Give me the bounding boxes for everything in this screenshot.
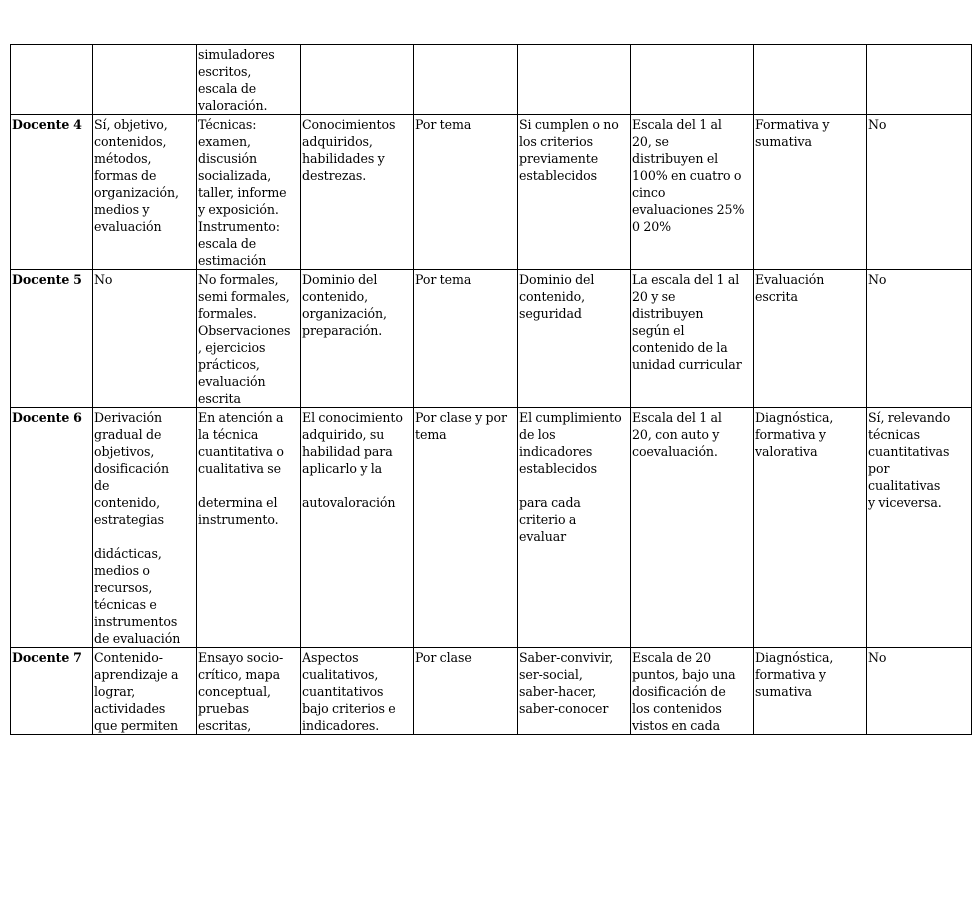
table-row	[11, 648, 972, 735]
table-cell: Conocimientos adquiridos, habilidades y destrezas.	[301, 115, 414, 270]
table-cell: El cumplimiento de los indicadores establecidos para cada criterio a evaluar	[518, 408, 631, 648]
teacher-cell: Docente 4	[11, 115, 93, 270]
table-cell: Por clase	[414, 648, 518, 735]
table-cell: No	[93, 270, 197, 408]
table-cell: No	[867, 648, 972, 735]
table-cell: La escala del 1 al 20 y se distribuyen según el contenido de la unidad curricular	[631, 270, 754, 408]
table-cell: Por clase y por tema	[414, 408, 518, 648]
table-row	[11, 270, 972, 408]
teacher-cell: Docente 5	[11, 270, 93, 408]
table-cell: No	[867, 270, 972, 408]
table-cell: Diagnóstica, formativa y valorativa	[754, 408, 867, 648]
table-cell: Escala de 20 puntos, bajo una dosificación de los contenidos vistos en cada	[631, 648, 754, 735]
table-cell: Sí, objetivo, contenidos, métodos, formas de organización, medios y evaluación	[93, 115, 197, 270]
table-cell: Aspectos cualitativos, cuantitativos bajo criterios e indicadores.	[301, 648, 414, 735]
table-cell: No	[867, 115, 972, 270]
teacher-cell	[11, 45, 93, 115]
table-cell: Por tema	[414, 270, 518, 408]
table-cell: En atención a la técnica cuantitativa o cualitativa se determina el instrumento.	[197, 408, 301, 648]
table-cell: Evaluación escrita	[754, 270, 867, 408]
table-cell: simuladores escritos, escala de valoración.	[197, 45, 301, 115]
table-cell: Derivación gradual de objetivos, dosificación de contenido, estrategias didácticas, medios o recursos, técnicas e instrumentos de evaluación	[93, 408, 197, 648]
table-cell	[518, 45, 631, 115]
table-cell: Si cumplen o no los criterios previamente establecidos	[518, 115, 631, 270]
table-cell	[414, 45, 518, 115]
table-cell: Dominio del contenido, seguridad	[518, 270, 631, 408]
table-cell: Contenido- aprendizaje a lograr, actividades que permiten	[93, 648, 197, 735]
table-cell: Saber-convivir, ser-social, saber-hacer, saber-conocer	[518, 648, 631, 735]
table-row	[11, 408, 972, 648]
evaluation-table	[10, 44, 972, 735]
table-row	[11, 115, 972, 270]
teacher-cell: Docente 7	[11, 648, 93, 735]
table-cell	[93, 45, 197, 115]
table-cell: Ensayo socio- crítico, mapa conceptual, pruebas escritas,	[197, 648, 301, 735]
table-row	[11, 45, 972, 115]
table-cell: Por tema	[414, 115, 518, 270]
table-cell	[631, 45, 754, 115]
table-cell: Escala del 1 al 20, se distribuyen el 100% en cuatro o cinco evaluaciones 25% 0 20%	[631, 115, 754, 270]
table-cell: Sí, relevando técnicas cuantitativas por cualitativas y viceversa.	[867, 408, 972, 648]
table-cell: Escala del 1 al 20, con auto y coevaluación.	[631, 408, 754, 648]
table-cell	[867, 45, 972, 115]
table-cell: Diagnóstica, formativa y sumativa	[754, 648, 867, 735]
table-cell: El conocimiento adquirido, su habilidad para aplicarlo y la autovaloración	[301, 408, 414, 648]
table-cell: Dominio del contenido, organización, preparación.	[301, 270, 414, 408]
table-cell: Técnicas: examen, discusión socializada, taller, informe y exposición. Instrumento: escala de estimación	[197, 115, 301, 270]
table-cell: No formales, semi formales, formales. Observaciones , ejercicios prácticos, evaluación escrita	[197, 270, 301, 408]
teacher-cell: Docente 6	[11, 408, 93, 648]
table-cell: Formativa y sumativa	[754, 115, 867, 270]
table-cell	[301, 45, 414, 115]
table-cell	[754, 45, 867, 115]
